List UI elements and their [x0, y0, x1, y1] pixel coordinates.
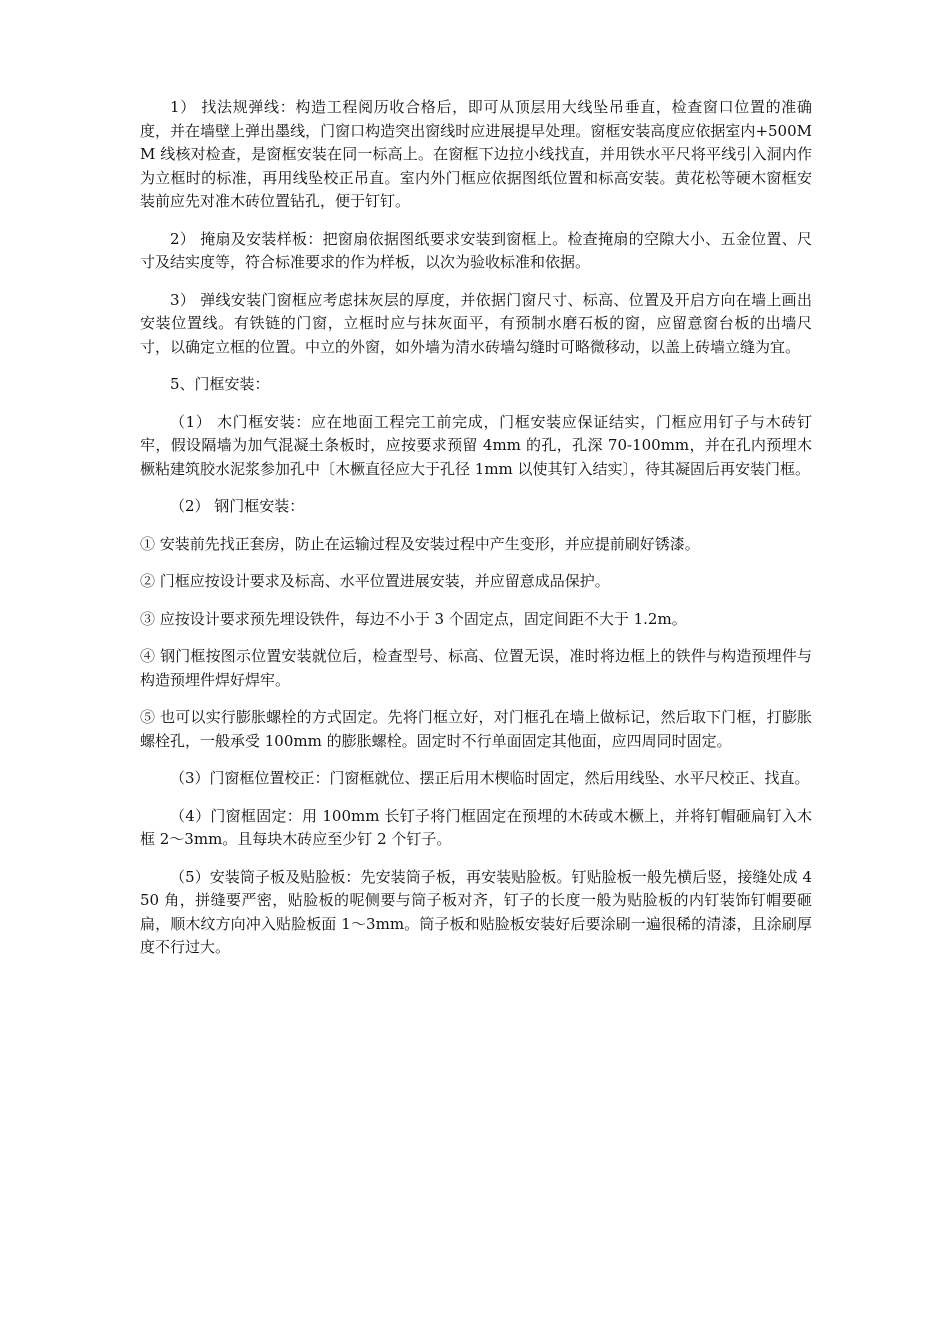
- paragraph-2: 2） 掩扇及安装样板：把窗扇依据图纸要求安装到窗框上。检查掩扇的空隙大小、五金位置、尺寸及结实度等，符合标准要求的作为样板，以次为验收标准和依据。: [140, 229, 812, 271]
- paragraph-casing-install: （5）安装筒子板及贴脸板：先安装筒子板，再安装贴脸板。钉贴脸板一般先横后竖，接缝处成 450 角，拼缝要严密，贴脸板的呢侧要与筒子板对齐，钉子的长度一般为贴脸板的内钉装饰钉帽要砸扁，顺木纹方向冲入贴脸板面 1～3mm。筒子板和贴脸板安装好后要涂刷一遍很稀的清漆，且涂刷厚度不行过大。: [140, 867, 812, 956]
- paragraph-wood-frame: （1） 木门框安装：应在地面工程完工前完成，门框安装应保证结实，门框应用钉子与木砖钉牢，假设隔墙为加气混凝土条板时，应按要求预留 4mm 的孔，孔深 70-100mm，并在孔内预埋木橛粘建筑胶水泥浆参加孔中〔木橛直径应大于孔径 1mm 以使其钉入结实〕，待其凝固后再安装门框。: [140, 412, 812, 478]
- paragraph-frame-fixing: （4）门窗框固定：用 100mm 长钉子将门框固定在预埋的木砖或木橛上，并将钉帽砸扁钉入木框 2～3mm。且每块木砖应至少钉 2 个钉子。: [140, 806, 812, 848]
- list-item-4: ④ 钢门框按图示位置安装就位后，检查型号、标高、位置无误，准时将边框上的铁件与构造预埋件与构造预埋件焊好焊牢。: [140, 647, 812, 689]
- subheading-steel-frame: （2） 钢门框安装：: [170, 497, 305, 515]
- paragraph-position-correction: （3）门窗框位置校正：门窗框就位、摆正后用木楔临时固定，然后用线坠、水平尺校正、找直。: [170, 769, 810, 787]
- document-body: [140, 96, 812, 974]
- list-item-3: ③ 应按设计要求预先埋设铁件，每边不小于 3 个固定点，固定间距不大于 1.2m。: [140, 609, 687, 628]
- list-item-5: ⑤ 也可以实行膨胀螺栓的方式固定。先将门框立好，对门框孔在墙上做标记，然后取下门框，打膨胀螺栓孔，一般承受 100mm 的膨胀螺栓。固定时不行单面固定其他面，应四周同时固定。: [140, 708, 812, 750]
- paragraph-3: 3） 弹线安装门窗框应考虑抹灰层的厚度，并依据门窗尺寸、标高、位置及开启方向在墙上画出安装位置线。有铁链的门窗，立框时应与抹灰面平，有预制水磨石板的窗，应留意窗台板的出墙尺寸，以确定立框的位置。中立的外窗，如外墙为清水砖墙勾缝时可略微移动，以盖上砖墙立缝为宜。: [140, 290, 812, 356]
- paragraph-1: 1） 找法规弹线：构造工程阅历收合格后，即可从顶层用大线坠吊垂直，检查窗口位置的准确度，并在墙壁上弹出墨线，门窗口构造突出窗线时应进展提早处理。窗框安装高度应依据室内+500MM 线核对检查，是窗框安装在同一标高上。在窗框下边拉小线找直，并用铁水平尺将平线引入洞内作为立框时的标准，再用线坠校正吊直。室内外门框应依据图纸位置和标高安装。黄花松等硬木窗框安装前应先对准木砖位置钻孔，便于钉钉。: [140, 98, 812, 210]
- list-item-2: ② 门框应按设计要求及标高、水平位置进展安装，并应留意成品保护。: [140, 572, 610, 590]
- section-heading-door-frame: 5、门框安装：: [170, 375, 270, 393]
- list-item-1: ① 安装前先找正套房，防止在运输过程及安装过程中产生变形，并应提前刷好锈漆。: [140, 534, 700, 553]
